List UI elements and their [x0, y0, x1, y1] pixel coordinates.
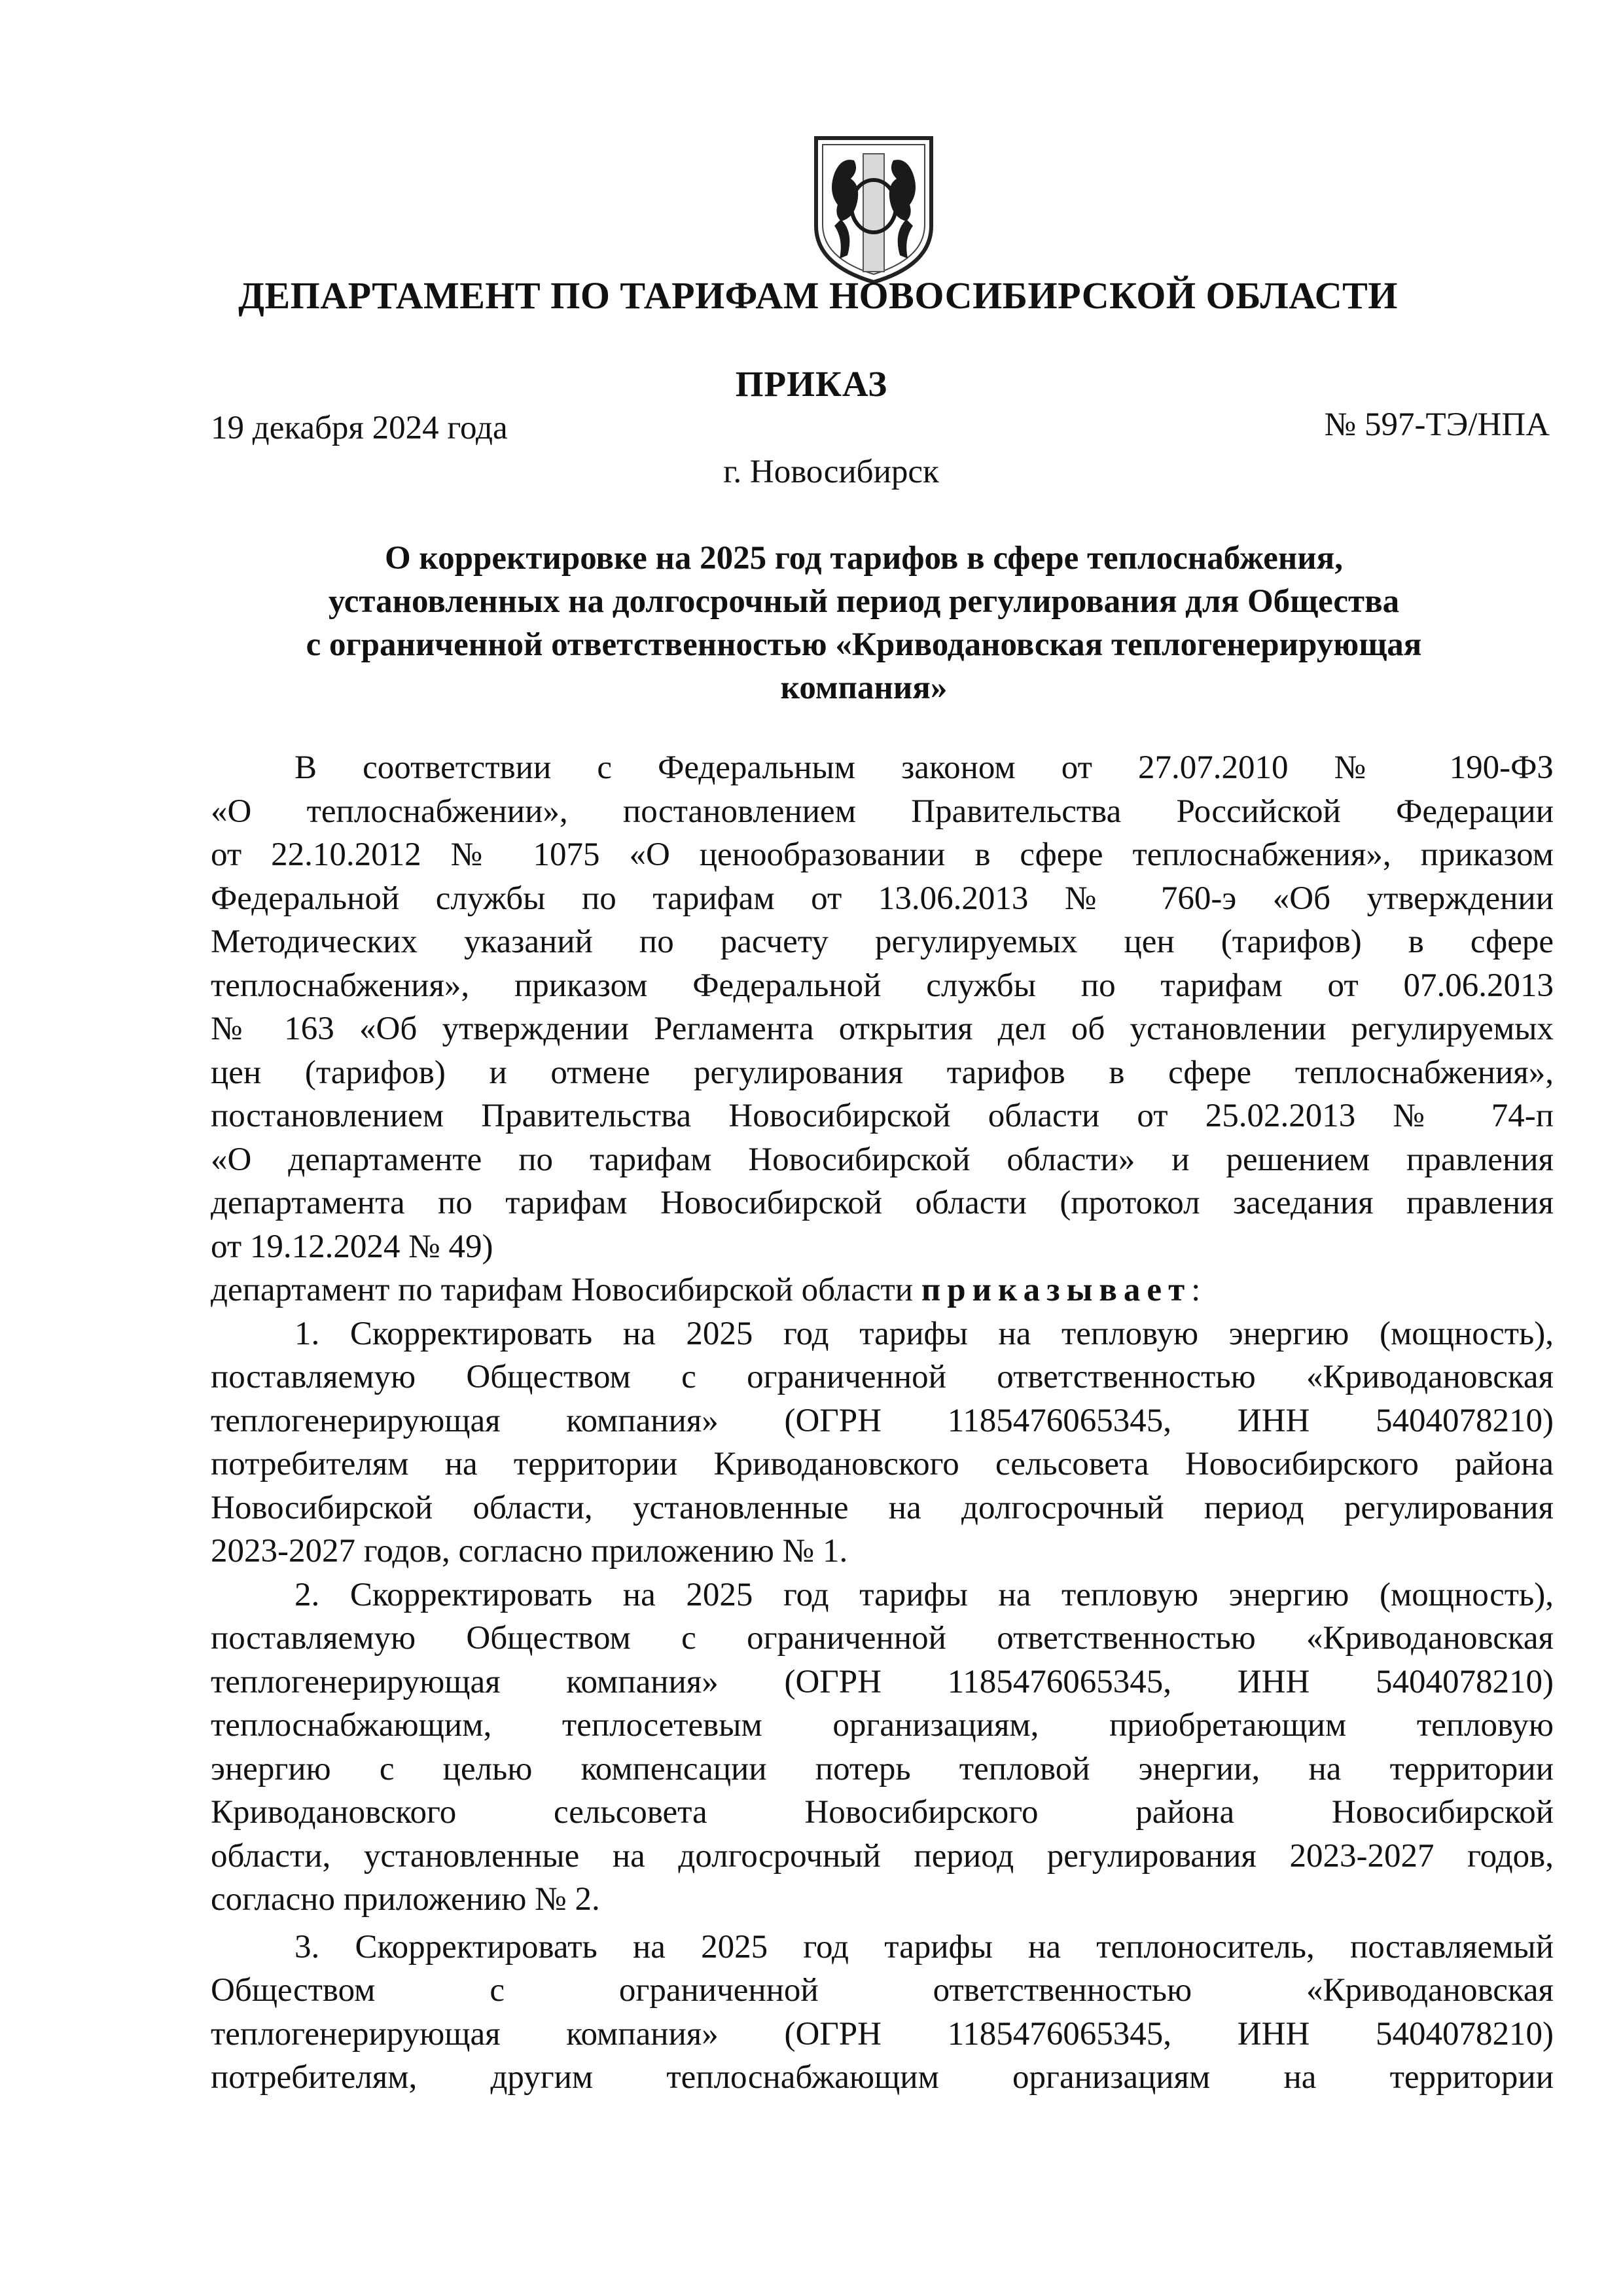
subject-line: с ограниченной ответственностью «Криводановская теплогенерирующая [306, 626, 1422, 663]
item-3 [211, 1926, 1554, 2100]
item-line: 2023-2027 годов, согласно приложению № 1. [211, 1533, 848, 1570]
item-line: теплогенерирующая компания» (ОГРН 1185476065345, ИНН 5404078210) [211, 1663, 1554, 1700]
preamble-line: «О департаменте по тарифам Новосибирской области» и решением правления [211, 1141, 1554, 1178]
item-line: потребителям, другим теплоснабжающим организациям на территории [211, 2059, 1554, 2096]
item-line: Обществом с ограниченной ответственностью «Криводановская [211, 1972, 1554, 2009]
preamble-line: департамента по тарифам Новосибирской области (протокол заседания правления [211, 1185, 1554, 1221]
order-number: № 597-ТЭ/НПА [1324, 406, 1550, 443]
order-body [211, 746, 1554, 2100]
subject-line: О корректировке на 2025 год тарифов в сфере теплоснабжения, [385, 540, 1343, 577]
preamble-line: № 163 «Об утверждении Регламента открытия дел об установлении регулируемых [211, 1011, 1554, 1047]
item-line: поставляемую Обществом с ограниченной ответственностью «Криводановская [211, 1359, 1554, 1395]
item-line: 1. Скорректировать на 2025 год тарифы на тепловую энергию (мощность), [294, 1315, 1554, 1352]
preamble-line: «О теплоснабжении», постановлением Правительства Российской Федерации [211, 793, 1554, 830]
preamble-line: В соответствии с Федеральным законом от 27.07.2010 № 190-ФЗ [294, 749, 1554, 786]
preamble-line: постановлением Правительства Новосибирской области от 25.02.2013 № 74-п [211, 1098, 1554, 1134]
orders-colon: : [1191, 1272, 1201, 1308]
coat-of-arms-emblem [808, 134, 939, 286]
item-line: области, установленные на долгосрочный период регулирования 2023-2027 годов, [211, 1837, 1554, 1874]
preamble-paragraph [211, 746, 1554, 1268]
item-2 [211, 1573, 1554, 1922]
preamble-line: от 22.10.2012 № 1075 «О ценообразовании в сфере теплоснабжения», приказом [211, 836, 1554, 873]
item-line: 2. Скорректировать на 2025 год тарифы на тепловую энергию (мощность), [294, 1576, 1554, 1613]
item-line: согласно приложению № 2. [211, 1881, 600, 1918]
preamble-line: Методических указаний по расчету регулируемых цен (тарифов) в сфере [211, 924, 1554, 960]
order-subject [196, 537, 1531, 709]
item-line: Криводановского сельсовета Новосибирского района Новосибирской [211, 1794, 1554, 1831]
subject-line: компания» [780, 670, 948, 706]
orders-intro: департамент по тарифам Новосибирской области [211, 1272, 921, 1308]
item-line: поставляемую Обществом с ограниченной ответственностью «Криводановская [211, 1620, 1554, 1657]
item-line: теплоснабжающим, теплосетевым организациям, приобретающим тепловую [211, 1707, 1554, 1744]
item-line: энергию с целью компенсации потерь тепловой энергии, на территории [211, 1750, 1554, 1787]
document-type-title: ПРИКАЗ [735, 364, 888, 404]
department-title: ДЕПАРТАМЕНТ ПО ТАРИФАМ НОВОСИБИРСКОЙ ОБЛАСТИ [238, 274, 1398, 317]
preamble-line: от 19.12.2024 № 49) [211, 1228, 493, 1265]
preamble-line: теплоснабжения», приказом Федеральной службы по тарифам от 07.06.2013 [211, 967, 1554, 1004]
item-line: 3. Скорректировать на 2025 год тарифы на теплоноситель, поставляемый [294, 1928, 1554, 1965]
item-line: потребителям на территории Криводановского сельсовета Новосибирского района [211, 1446, 1554, 1482]
preamble-line: Федеральной службы по тарифам от 13.06.2013 № 760-э «Об утверждении [211, 880, 1554, 917]
item-1 [211, 1312, 1554, 1573]
subject-line: установленных на долгосрочный период регулирования для Общества [328, 583, 1400, 620]
orders-word: приказывает [921, 1272, 1192, 1308]
item-line: теплогенерирующая компания» (ОГРН 1185476065345, ИНН 5404078210) [211, 2015, 1554, 2053]
preamble-line: цен (тарифов) и отмене регулирования тарифов в сфере теплоснабжения», [211, 1054, 1554, 1091]
item-line: Новосибирской области, установленные на долгосрочный период регулирования [211, 1489, 1554, 1526]
order-date: 19 декабря 2024 года [211, 410, 508, 446]
orders-line [211, 1268, 1554, 1312]
order-city: г. Новосибирск [723, 454, 939, 490]
item-line: теплогенерирующая компания» (ОГРН 1185476065345, ИНН 5404078210) [211, 1402, 1554, 1439]
